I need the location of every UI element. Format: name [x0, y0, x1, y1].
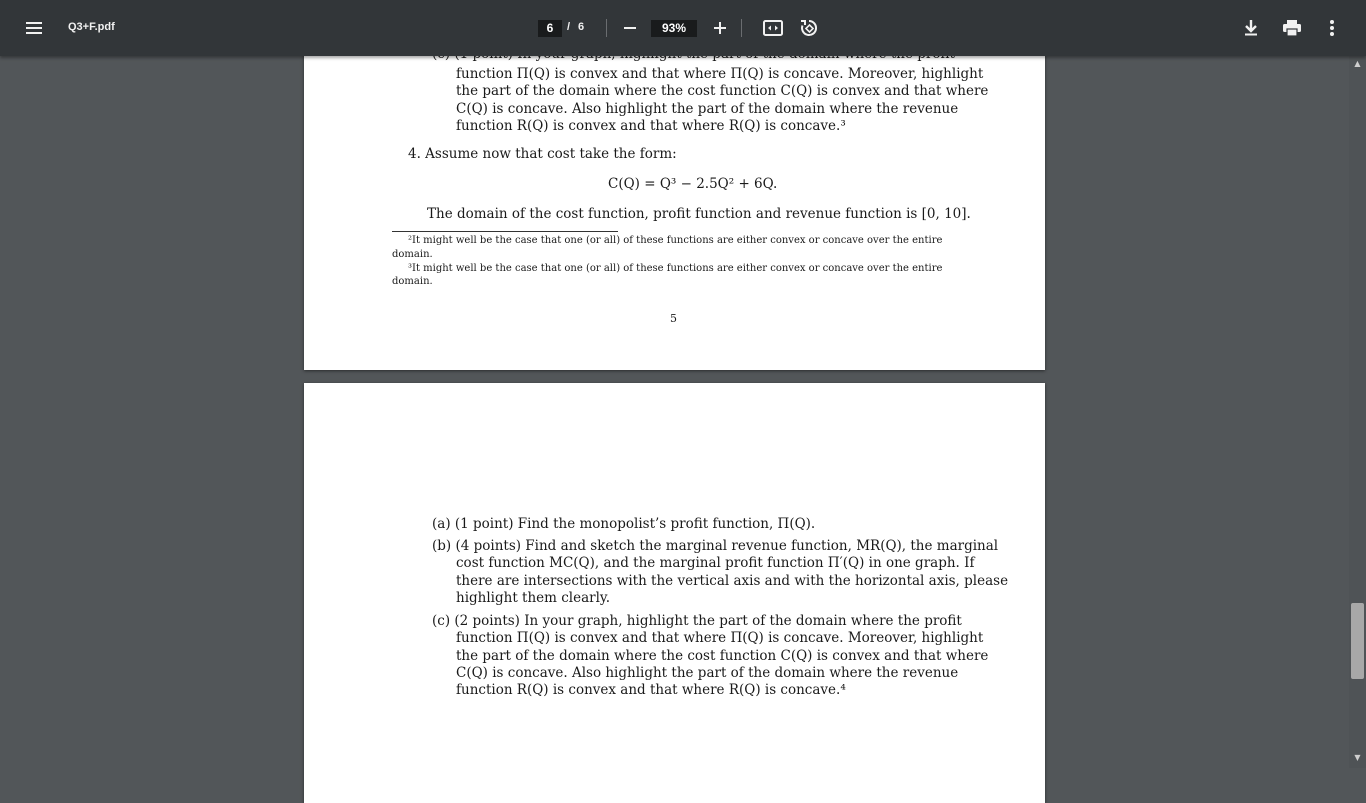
rotate-icon: [799, 18, 819, 38]
page-number: 5: [670, 312, 677, 325]
minus-icon: [623, 21, 637, 35]
item-b-line-3: there are intersections with the vertical axis and with the horizontal axis, please: [456, 573, 1009, 589]
item-c-line-3: the part of the domain where the cost function C(Q) is convex and that where: [456, 648, 989, 664]
scroll-down-arrow-icon[interactable]: ▼: [1354, 753, 1361, 762]
item-c-line-2: function Π(Q) is convex and that where Π(Q) is concave. Moreover, highlight: [456, 630, 984, 646]
fit-to-page-icon: [762, 19, 784, 37]
item-a-line-1: (a) (1 point) Find the monopolist’s profit function, Π(Q).: [432, 516, 816, 532]
zoom-in-button[interactable]: [706, 14, 734, 42]
plus-icon: [713, 21, 727, 35]
page-total: 6: [578, 21, 585, 33]
footnote-rule: [392, 231, 618, 232]
item-b-line-4: highlight them clearly.: [456, 590, 611, 606]
page-separator: /: [567, 21, 571, 33]
page-number-input[interactable]: 6: [538, 20, 562, 37]
more-vert-icon: [1329, 19, 1335, 37]
item-3c-line-5: function R(Q) is convex and that where R(Q) is concave.³: [456, 118, 846, 134]
toolbar-divider: [741, 19, 742, 37]
footnote-2-line-2: domain.: [392, 249, 433, 260]
rotate-button[interactable]: [795, 14, 823, 42]
zoom-out-button[interactable]: [616, 14, 644, 42]
item-3c-line-4: C(Q) is concave. Also highlight the part of the domain where the revenue: [456, 101, 959, 117]
footnote-3-line-2: domain.: [392, 276, 433, 287]
pdf-page-6: [304, 383, 1045, 803]
domain-statement: The domain of the cost function, profit function and revenue function is [0, 10].: [427, 206, 971, 222]
more-options-button[interactable]: [1318, 14, 1346, 42]
item-c-line-4: C(Q) is concave. Also highlight the part of the domain where the revenue: [456, 665, 959, 681]
item-b-line-1: (b) (4 points) Find and sketch the marginal revenue function, MR(Q), the marginal: [432, 538, 999, 554]
cost-equation: C(Q) = Q³ − 2.5Q² + 6Q.: [608, 176, 778, 192]
print-icon: [1282, 19, 1302, 37]
footnote-3-line-1: ³It might well be the case that one (or all) of these functions are either convex or concave over the entire: [408, 263, 943, 274]
item-c-line-1: (c) (2 points) In your graph, highlight the part of the domain where the profit: [432, 613, 962, 629]
fit-page-button[interactable]: [759, 14, 787, 42]
item-c-line-5: function R(Q) is convex and that where R(Q) is concave.⁴: [456, 682, 846, 698]
item-b-line-2: cost function MC(Q), and the marginal profit function Π′(Q) in one graph. If: [456, 555, 975, 571]
item-3c-line-2: function Π(Q) is convex and that where Π(Q) is concave. Moreover, highlight: [456, 66, 984, 82]
print-button[interactable]: [1278, 14, 1306, 42]
item-3c-line-3: the part of the domain where the cost function C(Q) is convex and that where: [456, 83, 989, 99]
download-icon: [1243, 19, 1259, 37]
document-title: Q3+F.pdf: [68, 21, 115, 33]
toolbar-divider: [606, 19, 607, 37]
scrollbar-thumb[interactable]: [1351, 603, 1364, 679]
download-button[interactable]: [1237, 14, 1265, 42]
footnote-2-line-1: ²It might well be the case that one (or all) of these functions are either convex or concave over the entire: [408, 235, 943, 246]
menu-icon[interactable]: [20, 14, 48, 42]
item-4-text: 4. Assume now that cost take the form:: [408, 146, 677, 162]
pdf-toolbar: [0, 0, 1366, 56]
zoom-input[interactable]: 93%: [651, 20, 697, 37]
scroll-up-arrow-icon[interactable]: ▲: [1354, 59, 1361, 68]
